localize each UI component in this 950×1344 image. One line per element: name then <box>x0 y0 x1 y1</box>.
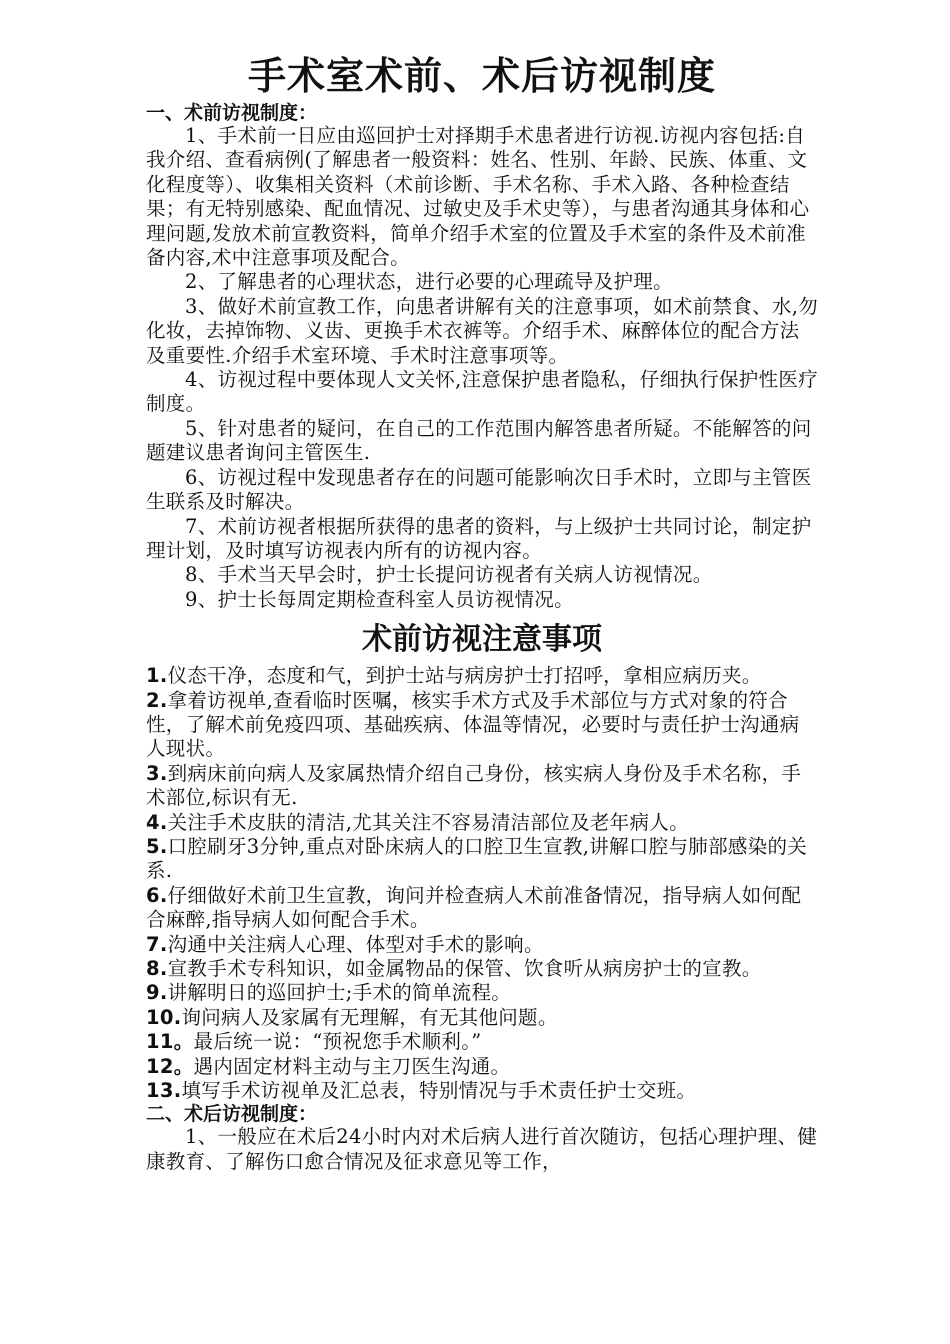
item-text: 填写手术访视单及汇总表，特别情况与手术责任护士交班。 <box>181 1079 697 1103</box>
item-text: 仪态干净，态度和气，到护士站与病房护士打招呼，拿相应病历夹。 <box>167 664 762 688</box>
item-number: 10. <box>146 1005 182 1029</box>
list-item <box>146 664 818 688</box>
paragraph: 6、访视过程中发现患者存在的问题可能影响次日手术时，立即与主管医生联系及时解决。 <box>146 465 812 514</box>
item-number: 4. <box>146 810 168 834</box>
item-number: 5. <box>146 834 168 858</box>
paragraph: 7、术前访视者根据所获得的患者的资料，与上级护士共同讨论，制定护理计划，及时填写访视表内所有的访视内容。 <box>146 514 812 562</box>
item-number: 9. <box>146 981 168 1005</box>
list-item <box>146 1079 818 1103</box>
item-text: 仔细做好术前卫生宣教，询问并检查病人术前准备情况，指导病人如何配合麻醉,指导病人如何配合手术。 <box>146 883 802 932</box>
list-item <box>146 762 818 811</box>
list-item <box>146 1055 818 1079</box>
paragraph: 5、针对患者的疑问，在自己的工作范围内解答患者所疑。不能解答的问题建议患者询问主管医生. <box>146 416 812 465</box>
item-text: 拿着访视单,查看临时医嘱，核实手术方式及手术部位与方式对象的符合性，了解术前免疫四项、基础疾病、体温等情况，必要时与责任护士沟通病人现状。 <box>146 688 800 761</box>
list-item <box>146 835 818 884</box>
list-item <box>146 884 818 933</box>
item-number: 7. <box>146 932 168 956</box>
item-text: 讲解明日的巡回护士;手术的简单流程。 <box>167 981 512 1005</box>
item-number: 13. <box>146 1079 182 1103</box>
item-text: 遇内固定材料主动与主刀医生沟通。 <box>193 1054 511 1078</box>
paragraph: 8、手术当天早会时，护士长提问访视者有关病人访视情况。 <box>185 563 713 587</box>
list-item <box>146 689 818 762</box>
section-heading-preop: 一、术前访视制度： <box>146 102 318 124</box>
item-number: 11。 <box>146 1030 194 1054</box>
item-text: 口腔刷牙3分钟,重点对卧床病人的口腔卫生宣教,讲解口腔与肺部感染的关系. <box>146 834 808 883</box>
item-text: 沟通中关注病人心理、体型对手术的影响。 <box>167 932 544 956</box>
list-item <box>146 933 818 957</box>
notes-title: 术前访视注意事项 <box>362 622 602 658</box>
item-text: 最后统一说：“预祝您手术顺利。” <box>193 1030 482 1054</box>
paragraph: 3、做好术前宣教工作，向患者讲解有关的注意事项，如术前禁食、水,勿化妆，去掉饰物、义齿、更换手术衣裤等。介绍手术、麻醉体位的配合方法及重要性.介绍手术室环境、手术时注意事项等。 <box>146 294 819 367</box>
section-preop-visit <box>146 102 818 612</box>
item-number: 6. <box>146 883 168 907</box>
section-postop-visit <box>146 1103 818 1174</box>
item-number: 8. <box>146 957 168 980</box>
section-heading-postop: 二、术后访视制度： <box>146 1103 318 1126</box>
list-item <box>146 1030 818 1054</box>
item-number: 2. <box>146 688 168 712</box>
list-item <box>146 957 818 981</box>
item-text: 关注手术皮肤的清洁,尤其关注不容易清洁部位及老年病人。 <box>167 810 689 834</box>
document-title: 手术室术前、术后访视制度 <box>247 54 716 98</box>
item-text: 宣教手术专科知识，如金属物品的保管、饮食听从病房护士的宣教。 <box>167 957 762 980</box>
list-item <box>146 981 818 1005</box>
notes-list <box>146 664 818 1103</box>
item-text: 询问病人及家属有无理解，有无其他问题。 <box>181 1005 558 1029</box>
item-number: 1. <box>146 664 168 688</box>
paragraph: 1、手术前一日应由巡回护士对择期手术患者进行访视.访视内容包括:自我介绍、查看病例(了解患者一般资料：姓名、性别、年龄、民族、体重、文化程度等）、收集相关资料（术前诊断、手术名称、手术入路、各种检查结果；有无特别感染、配血情况、过敏史及手术史等），与患者沟通其身体和心理问题,发放术前宣教资料，简单介绍手术室的位置及手术室的条件及术前准备内容,术中注意事项及配合。 <box>146 124 810 270</box>
paragraph: 1、一般应在术后24小时内对术后病人进行首次随访，包括心理护理、健康教育、了解伤口愈合情况及征求意见等工作， <box>146 1125 818 1173</box>
item-number: 3. <box>146 761 168 785</box>
list-item <box>146 1006 818 1030</box>
item-number: 12。 <box>146 1054 194 1078</box>
paragraph: 4、访视过程中要体现人文关怀,注意保护患者隐私，仔细执行保护性医疗制度。 <box>146 368 819 416</box>
list-item <box>146 811 818 835</box>
paragraph: 2、了解患者的心理状态，进行必要的心理疏导及护理。 <box>185 270 673 294</box>
paragraph: 9、护士长每周定期检查科室人员访视情况。 <box>185 587 574 611</box>
item-text: 到病床前向病人及家属热情介绍自己身份，核实病人身份及手术名称，手术部位,标识有无. <box>146 761 802 810</box>
